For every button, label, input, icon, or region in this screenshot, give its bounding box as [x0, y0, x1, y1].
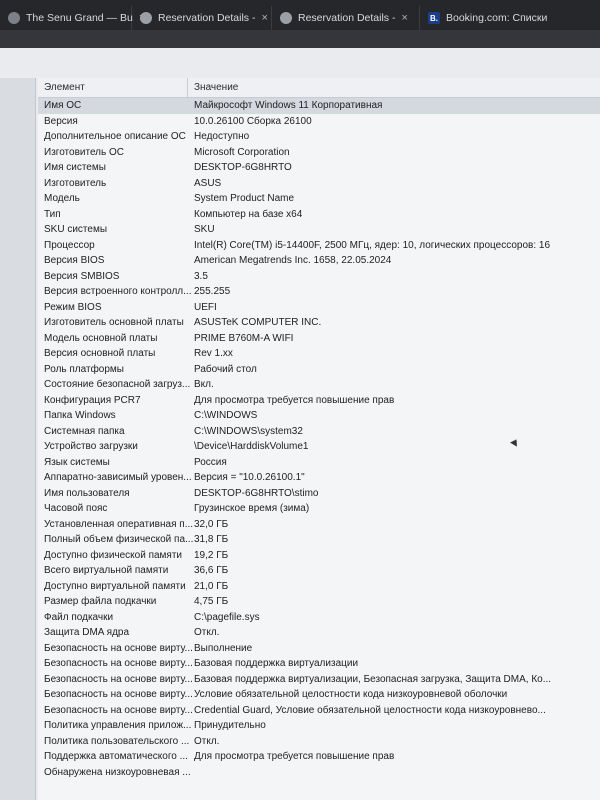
- tab-favicon-icon: [8, 12, 20, 24]
- table-row[interactable]: [38, 532, 600, 548]
- row-element-cell: Имя пользователя: [44, 487, 130, 499]
- row-value-cell: ASUSTeK COMPUTER INC.: [194, 317, 322, 329]
- table-row[interactable]: [38, 191, 600, 207]
- table-row[interactable]: [38, 765, 600, 781]
- row-value-cell: ASUS: [194, 177, 222, 189]
- row-value-cell: Credential Guard, Условие обязательной целостности кода низкоуровнево...: [194, 704, 546, 716]
- browser-toolbar: [0, 30, 600, 48]
- row-element-cell: Политика управления прилож...: [44, 720, 192, 732]
- row-value-cell: Выполнение: [194, 642, 253, 654]
- row-value-cell: Rev 1.xx: [194, 348, 233, 360]
- row-value-cell: 36,6 ГБ: [194, 565, 229, 577]
- table-row[interactable]: [38, 207, 600, 223]
- row-element-cell: Безопасность на основе вирту...: [44, 658, 193, 670]
- category-tree-pane[interactable]: [0, 78, 36, 800]
- row-value-cell: C:\WINDOWS\system32: [194, 425, 303, 437]
- row-element-cell: Размер файла подкачки: [44, 596, 157, 608]
- row-value-cell: Недоступно: [194, 131, 250, 143]
- table-row[interactable]: [38, 594, 600, 610]
- table-row[interactable]: [38, 672, 600, 688]
- table-row[interactable]: [38, 145, 600, 161]
- table-row[interactable]: [38, 703, 600, 719]
- row-element-cell: Безопасность на основе вирту...: [44, 673, 193, 685]
- row-element-cell: Модель: [44, 193, 80, 205]
- row-value-cell: Вкл.: [194, 379, 214, 391]
- row-value-cell: System Product Name: [194, 193, 295, 205]
- globe-icon: [280, 12, 292, 24]
- booking-favicon-icon: B.: [430, 13, 438, 23]
- tab-title: Reservation Details -: [298, 12, 396, 24]
- row-value-cell: Рабочий стол: [194, 363, 257, 375]
- row-value-cell: Для просмотра требуется повышение прав: [194, 394, 395, 406]
- row-element-cell: Безопасность на основе вирту...: [44, 642, 193, 654]
- table-row[interactable]: [38, 377, 600, 393]
- row-value-cell: 4,75 ГБ: [194, 596, 229, 608]
- row-element-cell: Доступно виртуальной памяти: [44, 580, 186, 592]
- row-element-cell: Системная папка: [44, 425, 125, 437]
- row-element-cell: Политика пользовательского ...: [44, 735, 190, 747]
- browser-tab-strip: [0, 0, 600, 30]
- tab-title: The Senu Grand — Bu: [26, 12, 133, 24]
- table-row[interactable]: [38, 300, 600, 316]
- row-element-cell: SKU системы: [44, 224, 108, 236]
- row-value-cell: Для просмотра требуется повышение прав: [194, 751, 395, 763]
- table-row[interactable]: [38, 222, 600, 238]
- table-row[interactable]: [38, 424, 600, 440]
- row-element-cell: Имя ОС: [44, 100, 82, 112]
- tab-reservation-details-1[interactable]: [132, 6, 272, 30]
- row-element-cell: Версия встроенного контролл...: [44, 286, 192, 298]
- tab-booking[interactable]: [420, 6, 600, 30]
- table-row[interactable]: [38, 176, 600, 192]
- column-header-element[interactable]: Элемент: [38, 78, 188, 97]
- row-value-cell: Майкрософт Windows 11 Корпоративная: [194, 100, 383, 112]
- row-value-cell: 19,2 ГБ: [194, 549, 229, 561]
- table-row[interactable]: [38, 346, 600, 362]
- tab-title: Booking.com: Списки: [446, 12, 548, 24]
- row-element-cell: Процессор: [44, 239, 95, 251]
- row-element-cell: Изготовитель основной платы: [44, 317, 184, 329]
- row-element-cell: Конфигурация PCR7: [44, 394, 141, 406]
- row-value-cell: Intel(R) Core(TM) i5-14400F, 2500 МГц, ядер: 10, логических процессоров: 16: [194, 239, 551, 251]
- table-row[interactable]: [38, 253, 600, 269]
- table-row[interactable]: [38, 517, 600, 533]
- row-element-cell: Роль платформы: [44, 363, 124, 375]
- row-value-cell: Microsoft Corporation: [194, 146, 290, 158]
- close-icon[interactable]: ×: [261, 12, 268, 24]
- table-row[interactable]: [38, 625, 600, 641]
- table-row[interactable]: [38, 393, 600, 409]
- table-row[interactable]: [38, 501, 600, 517]
- row-value-cell: UEFI: [194, 301, 217, 313]
- table-row[interactable]: [38, 315, 600, 331]
- row-value-cell: 3.5: [194, 270, 208, 282]
- table-row[interactable]: [38, 749, 600, 765]
- table-row[interactable]: [38, 129, 600, 145]
- row-element-cell: Защита DMA ядра: [44, 627, 130, 639]
- row-element-cell: Устройство загрузки: [44, 441, 138, 453]
- row-element-cell: Версия: [44, 115, 78, 127]
- row-element-cell: Всего виртуальной памяти: [44, 565, 169, 577]
- table-row[interactable]: [38, 238, 600, 254]
- row-value-cell: 255.255: [194, 286, 231, 298]
- table-header: [38, 78, 600, 98]
- row-element-cell: Поддержка автоматического ...: [44, 751, 188, 763]
- row-value-cell: DESKTOP-6G8HRTO\stimo: [194, 487, 319, 499]
- tab-reservation-details-2[interactable]: [272, 6, 420, 30]
- row-element-cell: Модель основной платы: [44, 332, 158, 344]
- row-value-cell: 32,0 ГБ: [194, 518, 229, 530]
- table-row[interactable]: [38, 269, 600, 285]
- row-value-cell: Россия: [194, 456, 227, 468]
- row-element-cell: Аппаратно-зависимый уровен...: [44, 472, 192, 484]
- row-element-cell: Обнаружена низкоуровневая ...: [44, 766, 191, 778]
- row-value-cell: 21,0 ГБ: [194, 580, 229, 592]
- row-value-cell: C:\pagefile.sys: [194, 611, 260, 623]
- table-row[interactable]: [38, 408, 600, 424]
- row-element-cell: Версия BIOS: [44, 255, 105, 267]
- row-element-cell: Полный объем физической па...: [44, 534, 194, 546]
- table-row[interactable]: [38, 579, 600, 595]
- table-row[interactable]: [38, 470, 600, 486]
- row-value-cell: PRIME B760M-A WIFI: [194, 332, 294, 344]
- row-value-cell: Базовая поддержка виртуализации, Безопасная загрузка, Защита DMA, Ко...: [194, 673, 552, 685]
- row-element-cell: Доступно физической памяти: [44, 549, 183, 561]
- table-row[interactable]: [38, 160, 600, 176]
- row-value-cell: Грузинское время (зима): [194, 503, 310, 515]
- row-element-cell: Изготовитель: [44, 177, 107, 189]
- row-value-cell: Принудительно: [194, 720, 266, 732]
- row-value-cell: Откл.: [194, 735, 220, 747]
- row-value-cell: Компьютер на базе x64: [194, 208, 303, 220]
- row-element-cell: Установленная оперативная п...: [44, 518, 194, 530]
- row-value-cell: Условие обязательной целостности кода низкоуровневой оболочки: [194, 689, 508, 701]
- table-row[interactable]: [38, 656, 600, 672]
- table-row[interactable]: [38, 563, 600, 579]
- column-header-value[interactable]: Значение: [194, 82, 239, 93]
- row-element-cell: Версия SMBIOS: [44, 270, 120, 282]
- row-element-cell: Безопасность на основе вирту...: [44, 689, 193, 701]
- row-element-cell: Состояние безопасной загруз...: [44, 379, 191, 391]
- table-row[interactable]: [38, 548, 600, 564]
- table-row[interactable]: [38, 331, 600, 347]
- table-row[interactable]: [38, 455, 600, 471]
- row-element-cell: Папка Windows: [44, 410, 116, 422]
- globe-icon: [140, 12, 152, 24]
- tab-senu-grand[interactable]: [0, 6, 132, 30]
- table-row[interactable]: [38, 486, 600, 502]
- table-row[interactable]: [38, 284, 600, 300]
- row-value-cell: Версия = "10.0.26100.1": [194, 472, 305, 484]
- close-icon[interactable]: ×: [401, 12, 408, 24]
- row-value-cell: American Megatrends Inc. 1658, 22.05.2024: [194, 255, 392, 267]
- row-value-cell: \Device\HarddiskVolume1: [194, 441, 309, 453]
- row-value-cell: SKU: [194, 224, 215, 236]
- tab-title: Reservation Details -: [158, 12, 256, 24]
- row-element-cell: Язык системы: [44, 456, 110, 468]
- row-value-cell: Откл.: [194, 627, 220, 639]
- table-row[interactable]: [38, 641, 600, 657]
- row-value-cell: 31,8 ГБ: [194, 534, 229, 546]
- table-row[interactable]: [38, 734, 600, 750]
- table-row[interactable]: [38, 718, 600, 734]
- row-element-cell: Имя системы: [44, 162, 106, 174]
- row-element-cell: Файл подкачки: [44, 611, 114, 623]
- system-info-window: [0, 48, 600, 800]
- row-value-cell: C:\WINDOWS: [194, 410, 258, 422]
- row-value-cell: DESKTOP-6G8HRTO: [194, 162, 292, 174]
- row-element-cell: Безопасность на основе вирту...: [44, 704, 193, 716]
- table-row[interactable]: [38, 362, 600, 378]
- row-value-cell: 10.0.26100 Сборка 26100: [194, 115, 312, 127]
- table-row[interactable]: [38, 610, 600, 626]
- table-row[interactable]: [38, 98, 600, 114]
- row-element-cell: Дополнительное описание ОС: [44, 131, 186, 143]
- row-element-cell: Часовой пояс: [44, 503, 108, 515]
- table-row[interactable]: [38, 687, 600, 703]
- row-element-cell: Изготовитель ОС: [44, 146, 124, 158]
- table-row[interactable]: [38, 114, 600, 130]
- row-element-cell: Версия основной платы: [44, 348, 156, 360]
- row-element-cell: Режим BIOS: [44, 301, 102, 313]
- row-element-cell: Тип: [44, 208, 61, 220]
- row-value-cell: Базовая поддержка виртуализации: [194, 658, 359, 670]
